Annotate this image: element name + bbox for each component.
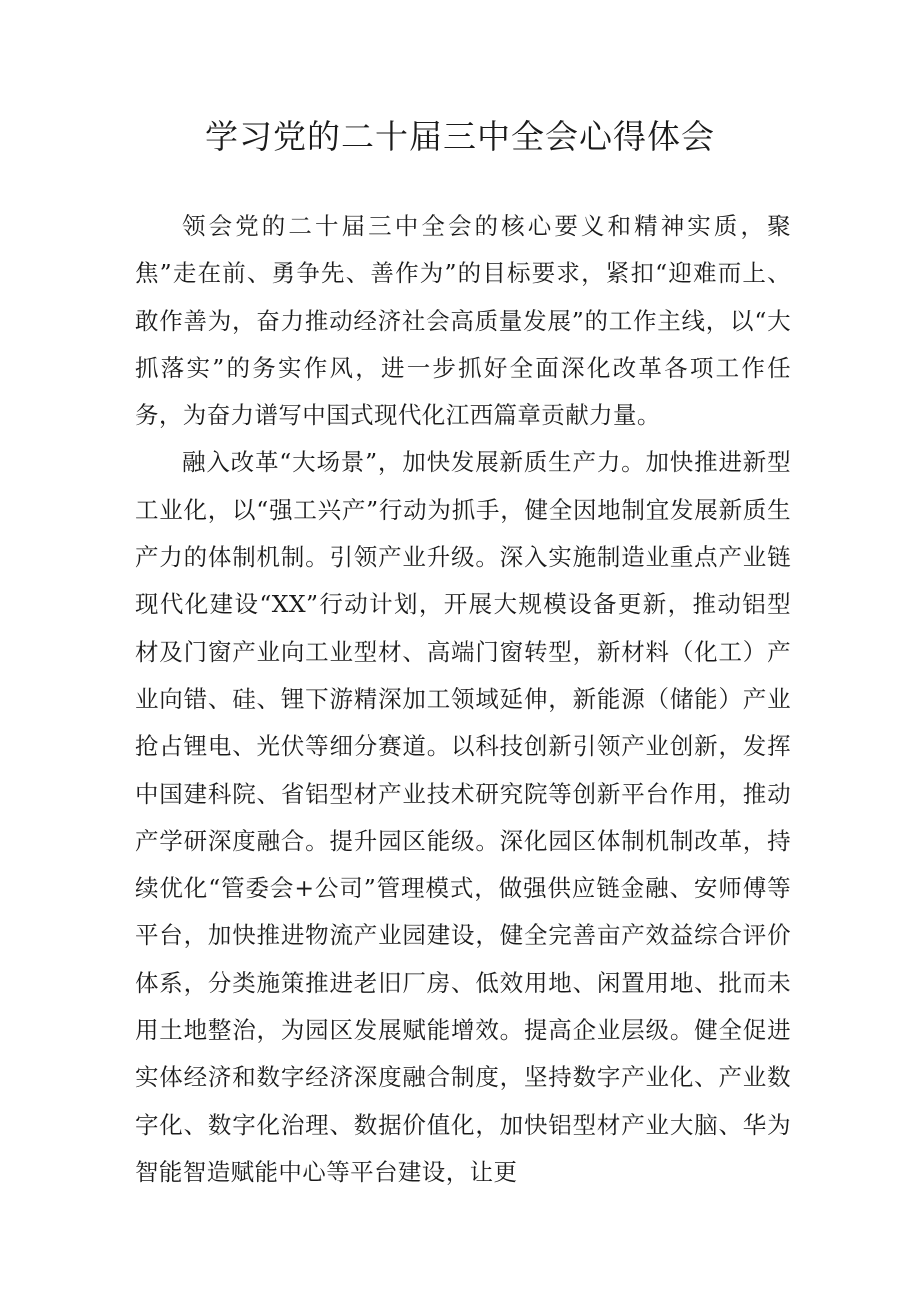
document-title: 学习党的二十届三中全会心得体会 [205,117,715,156]
paragraph-reform: 融入改革“大场景”，加快发展新质生产力。加快推进新型工业化，以“强工兴产”行动为抓手，健全因地制宜发展新质生产力的体制机制。引领产业升级。深入实施制造业重点产业链现代化建设“XX”行动计划，开展大规模设备更新，推动铝型材及门窗产业向工业型材、高端门窗转型，新材料（化工）产业向错、硅、锂下游精深加工领域延伸，新能源（储能）产业抢占锂电、光伏等细分赛道。以科技创新引领产业创新，发挥中国建科院、省铝型材产业技术研究院等创新平台作用，推动产学研深度融合。提升园区能级。深化园区体制机制改革，持续优化“管委会+公司”管理模式，做强供应链金融、安师傅等平台，加快推进物流产业园建设，健全完善亩产效益综合评价体系，分类施策推进老旧厂房、低效用地、闲置用地、批而未用土地整治，为园区发展赋能增效。提高企业层级。健全促进实体经济和数字经济深度融合制度，坚持数字产业化、产业数字化、数字化治理、数据价值化，加快铝型材产业大脑、华为智能智造赋能中心等平台建设，让更 [135,448,791,1186]
document-body [135,203,791,1196]
paragraph-intro: 领会党的二十届三中全会的核心要义和精神实质，聚焦”走在前、勇争先、善作为”的目标要求，紧扣“迎难而上、敢作善为，奋力推动经济社会高质量发展”的工作主线，以“大抓落实”的务实作风，进一步抓好全面深化改革各项工作任务，为奋力谱写中国式现代化江西篇章贡献力量。 [135,212,791,430]
